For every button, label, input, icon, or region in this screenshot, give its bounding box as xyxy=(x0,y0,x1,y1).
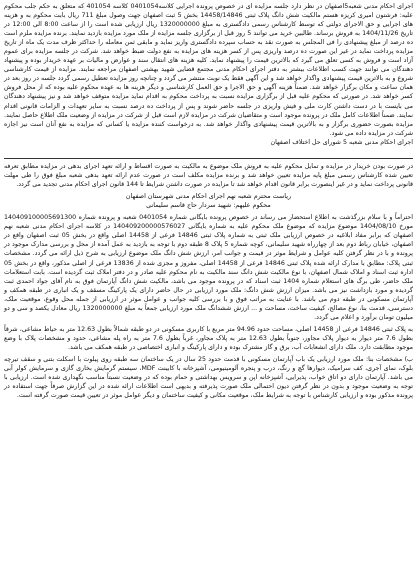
notice-2-body-3: ب) مشخصات بنا: ملک مورد ارزیابی یک باب آپارتمان مسکونی با قدمت حدود 25 سال در یک ساختمان سه طبقه روی پیلوت با اسکلت بتنی و سقف تیرچه بلوک، نمای آجری، کف سرامیک، دیوارها گچ و رنگ، درب و پنجره آلومینیومی، آشپزخانه با کابینت MDF، سیستم گرمایش بخاری گازی و سرمایش کولر آبی می باشد. آپارتمان دارای دو اتاق خواب، پذیرایی، آشپزخانه اپن و سرویس بهداشتی و حمام بوده که در وضعیت نسبتاً مناسب نگهداری شده است. ارزیابی با توجه به وضعیت موجود و بدون در نظر گرفتن دیون احتمالی ملک صورت پذیرفته و بدیهی است اطلاعات ارائه شده در این گزارش صرفاً جهت استفاده در پرونده مذکور بوده و ارزیابی کارشناس با توجه به شرایط ملک، موقعیت مکانی و کیفیت ساختمان و دیگر عوامل موثر در تعیین قیمت صورت گرفته است. xyxy=(4,356,413,400)
notice-1-footer: اجرای احکام مدنی شعبه 5 شورای حل اختلاف اصفهان xyxy=(270,138,413,146)
notice-2-body: احتراماً و با سلام بزرگذشت به اطلاع استحضار می رساند در خصوص پرونده بایگانی شماره 0401054 شعبه و پرونده شماره 140409100005691300 مورخ 1404/08/10 موضوع مزایده که موضوع ملک محکوم علیه به شماره بایگانی 140409200000576027 در کلاسه اجرای احکام مدنی شعبه نهم اصفهان که برابر مفاد ابلاغیه در خصوص ارزیابی ملک ثبتی به شماره پلاک ثبتی 14846 فرعی از 14458 اصلی واقع در بخش 05 ثبت اصفهان واقع در اصفهان، خیابان رباط دوم بعد از چهارراه شهید سلیمانی، کوچه شماره 5 پلاک 8 طبقه دوم با توجه به بازدید به عمل آمده از محل و بررسی مدارک موجود در پرونده و با در نظر گرفتن کلیه عوامل و شرایط موثر در قیمت و جوانب امر، ارزش شش دانگ ملک موضوع ارزیابی به شرح ذیل ارائه می گردد. مشخصات ثبتی پلاک: مطابق با مدارک ارائه شده پلاک ثبتی 14846 فرعی از 14458 اصلی، مفروز و مجزی شده از 13836 فرعی از اصلی مذکور، واقع در بخش 05 اداره ثبت اسناد و املاک شمال اصفهان، با نوع مالکیت شش دانگ سند مالکیت به نام محکوم علیه صادر و در دفتر املاک ثبت گردیده است. بابت استعلامات ملک حاضر، طی برگ های استعلام شماره 1404 ثبت اسناد که در پرونده موجود می باشد، مالکیت شش دانگ آپارتمان فوق به نام آقای جواد احمدی ثبت گردیده و مورد بازداشت نیز می باشد. میزان ارزش شش دانگ: ملک مورد ارزیابی در حال حاضر دارای یک پارکینگ مسقف و یک انباری در طبقه همکف و آپارتمان مسکونی در طبقه دوم می باشد. با عنایت به مراتب فوق و با بررسی کلیه جوانب و عوامل موثر در ارزیابی از جمله محل وقوع، موقعیت ملک، دسترسی، قدمت بنا، نوع مصالح، کیفیت ساخت، مساحت و ... ارزش ششدانگ ملک مورد ارزیابی جمعاً به مبلغ 1320000000 ریال معادل یکصد و سی و دو میلیون تومان برآورد و اعلام می گردد. xyxy=(4,214,414,321)
legal-notice-document xyxy=(4,2,413,400)
section-gap xyxy=(4,147,413,155)
notice-2-header-1: ریاست محترم شعبه نهم اجرای احکام مدنی شهرستان اصفهان xyxy=(125,191,292,200)
notice-1-body: اجرای احکام مدنی شعبه5اصفهان در نظر دارد جلسه مزایده ای در خصوص پرونده اجرایی کلاسه0401054 کلاسه 401054 که متعلق به حکم جلب محکوم علیه: فرشتون امیری کریزه هستم مالکیت شش دانگ پلاک ثبتی 14458/14846 بخش 5 ثبت اصفهان جهت وصول مبلغ 711 ریال بابت محکوم به و هزینه های اجرایی و حق الاجرای دولتی که توسط کارشناس رسمی دادگستری به مبلغ 1320000000 ریال ارزیابی شده است را از ساعت 8:00 الی 12:00 در تاریخ 1404/11/26 به فروش برساند. طالبین خرید می توانند 5 روز قبل از برگزاری جلسه مزایده از ملک مورد مزایده بازدید نمایند. برنده مزایده ملزم است ده درصد از مبلغ پیشنهادی را فی المجلس به صورت نقد به حساب سپرده دادگستری واریز نماید و مابقی ثمن معامله را حداکثر ظرف مدت یک ماه از تاریخ مزایده پرداخت نماید در غیر این صورت ده درصد واریزی پس از کسر هزینه های مزایده به نفع دولت ضبط خواهد شد. شرکت در جلسه مزایده برای عموم آزاد است و فروش به کسی تعلق می گیرد که بالاترین قیمت را پیشنهاد نماید. کلیه هزینه های انتقال سند و عوارض و مالیات بر عهده خریدار بوده و پیشنهاد دهندگان می توانند جهت کسب اطلاعات بیشتر به دفتر اجرای احکام مدنی مجتمع قضایی شهید بهشتی اصفهان مراجعه نمایند. مزایده از قیمت کارشناسی شروع و به بالاترین قیمت پیشنهادی واگذار خواهد شد و این آگهی فقط یک نوبت منتشر می گردد و چنانچه روز مزایده تعطیل رسمی گردد جلسه در روز بعد در همان ساعت و مکان برگزار خواهد شد. ضمناً هزینه آگهی و حق الاجرا و حق العمل کارشناسی و دیگر هزینه ها به عهده محکوم علیه بوده که از محل فروش کسر خواهد شد. در صورتی که محکوم علیه قبل از برگزاری مزایده نسبت به پرداخت محکوم به اقدام نماید مزایده متوقف خواهد شد و نیز پیشنهاد دهندگان می بایست با در دست داشتن کارت ملی و فیش واریزی در جلسه حاضر شوند و پس از پرداخت ده درصد نسبت به سایر تعهدات و الزامات قانونی اقدام نمایند. ضمناً اطلاعات کامل ملک در پرونده موجود است و متقاضیان شرکت در مزایده لازم است قبل از شرکت در مزایده از وضعیت ملک اطلاع حاصل نمایند. مزایده بصورت حضوری برگزار و به بالاترین قیمت پیشنهادی واگذار خواهد شد. به درخواست کننده مزایده یا کسانی که مزایده به نفع آنان است نیز اجازه شرکت در مزایده داده می شود. xyxy=(4,3,413,137)
notice-2-intro: در صورت بودن خریدار در مزایده و تمایل محکوم علیه به فروش ملک موضوع به مالکیت به صورت اقساط و ارائه تعهد اجرای بدهی در مزایده مطابق تعرفه تعیین شده کارشناس رسمی مبلغ پایه مزایده تعیین خواهد شد و برنده مزایده مکلف است در صورت عدم ارائه تعهد بدهی شعبه مبلغ فوق را طی مهلت قانونی پرداخت نماید و در غیر اینصورت برابر قانون اقدام خواهد شد تا مزایده در صورت داشتن شرایط تا 144 قانون اجرای احکام مدنی تجدید می گردد. xyxy=(4,162,413,188)
divider xyxy=(4,158,413,159)
notice-2-body-2: به پلاک ثبتی 14846 فرعی از 14458 اصلی، مساحت حدود 94.96 متر مربع با کاربری مسکونی در دو طبقه شمالاً بطول 12.63 متر به حیاط مشاعی، شرقاً بطول 7.6 متر دیوار به دیوار پلاک مجاور، جنوباً بطول 12.63 متر به پلاک مجاور، غرباً بطول 7.6 متر به راه پله مشاعی، حدود و مشخصات پلاک با وضع موجود مطابقت دارد. ملک دارای انشعابات آب، برق و گاز مشترک بوده و دارای پارکینگ و انباری اختصاصی در طبقه همکف می باشد. xyxy=(4,325,414,351)
notice-2-header-2: محکوم علیهم: شهید سردار حاج قاسم سلیمانی xyxy=(146,201,271,210)
